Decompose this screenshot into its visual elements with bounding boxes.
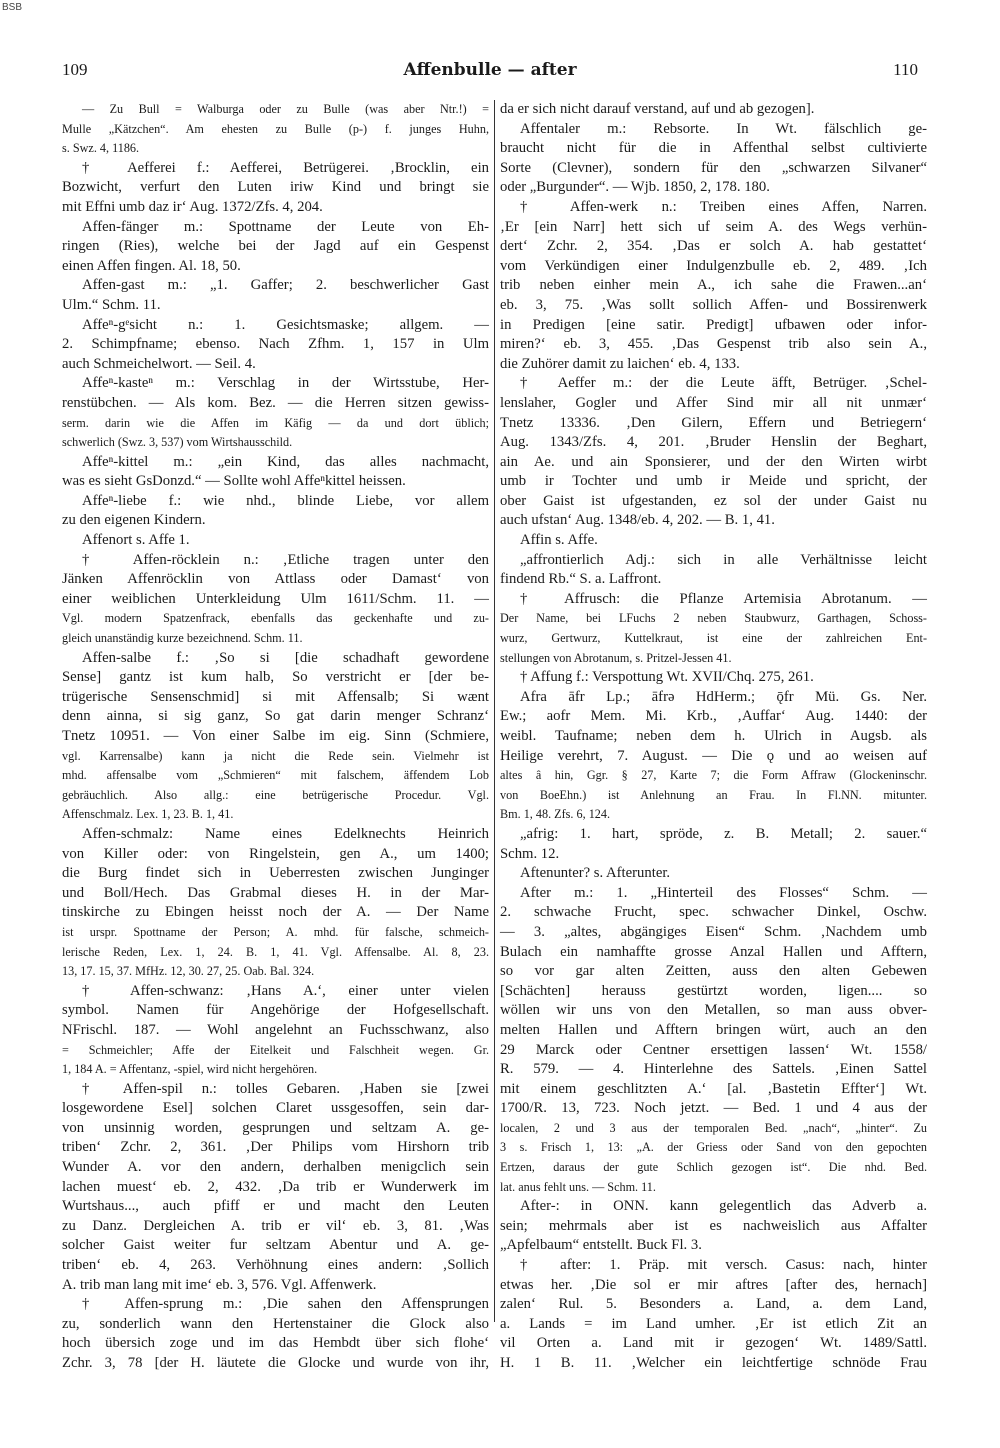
right-column — [500, 100, 927, 1371]
text-line: miren?‘ eb. 3, 455. ‚Das Gespenst trib also sein A., — [500, 336, 927, 353]
text-line: zu Danz. Dergleichen A. trib er vil‘ eb. 3, 81. ‚Was — [62, 1217, 489, 1234]
text-line: eb. 3, 75. ‚Was sollt sollich Affen- und Bossirenwerk — [500, 296, 927, 313]
text-line: mit Effni umb daz ir‘ Aug. 1372/Zfs. 4, 204. — [62, 198, 323, 215]
text-line: vgl. Karrensalbe) kann ja nicht die Rede sein. Vielmehr ist — [62, 748, 489, 763]
text-line: vom Verkündigen einer Indulgenzbulle eb. 2, 489. ‚Ich — [500, 257, 927, 274]
text-line: Bozwicht, verfurt den Luten iriw Kind und bringt sie — [62, 179, 489, 196]
text-line: lerische Reden, Lex. 1, 24. B. 1, 41. Vgl. Affensalbe. Al. 8, 23. — [62, 944, 489, 959]
text-line: in Predigen [eine satir. Predigt] ufbawen oder infor- — [500, 316, 927, 333]
text-line: hoch übersich zoge und im das Hembdt über sich flohe‘ — [62, 1335, 489, 1352]
text-line: — 3. „altes, abgängiges Eisen“ Schm. ‚Nachdem umb — [500, 923, 927, 940]
page-number-left: 109 — [62, 60, 88, 79]
text-line: † Affung f.: Verspottung Wt. XVII/Chq. 275, 261. — [520, 669, 814, 686]
text-line: [Schächten] herauss gestürtzt worden, ligen.... so — [500, 982, 927, 999]
text-line: Afra āfr Lp.; āfrə HdHerm.; ǭfr Mü. Gs. Ner. — [520, 688, 927, 705]
text-line: lat. anus fehlt uns. — Schm. 11. — [500, 1179, 656, 1194]
text-line: findend Rb.“ S. a. Laffront. — [500, 571, 662, 588]
text-line: R. 579. — 4. Hinterlehne des Sattels. ‚Einen Sattel — [500, 1061, 927, 1078]
text-line: Ulm.“ Schm. 11. — [62, 296, 161, 313]
text-line: auch ufstan‘ Aug. 1348/eb. 4, 202. — B. 1, 41. — [500, 512, 775, 529]
text-line: Affin s. Affe. — [520, 532, 598, 549]
text-line: schwerlich (Swz. 3, 537) vom Wirtshausschild. — [62, 435, 293, 450]
text-line: dert‘ Zchr. 2, 354. ‚Das er solch A. hab gestattet‘ — [500, 238, 927, 255]
text-line: Ew.; aofr Mem. Mi. Krb., ‚Auffar‘ Aug. 1440: der — [500, 708, 927, 725]
text-line: etwas her. ‚Die sol er mir aftres [after des, hernach] — [500, 1276, 927, 1293]
text-line: „afrig: 1. hart, spröde, z. B. Metall; 2. sauer.“ — [520, 825, 927, 842]
text-line: † Affen-schwanz: ‚Hans A.‘, einer unter vielen — [82, 982, 489, 999]
text-line: zu den eigenen Kindern. — [62, 512, 206, 529]
text-line: Affeⁿ-liebe f.: wie nhd., blinde Liebe, vor allem — [82, 492, 489, 509]
text-line: weibl. Taufname; neben dem h. Ulrich in Augsb. als — [500, 728, 927, 744]
text-line: zalen‘ Rul. 5. Besonders a. Land, a. dem Land, — [500, 1296, 927, 1313]
text-line: Affeⁿ-gᵉsicht n.: 1. Gesichtsmaske; allgem. — — [82, 316, 489, 333]
text-line: ist urspr. Spottname der Person; A. mhd. für falsche, schmeich- — [62, 924, 489, 939]
text-line: symbol. Namen für Angehörige der Hofgesellschaft. — [62, 1002, 489, 1019]
text-line: Affentaler m.: Rebsorte. In Wt. fälschlich ge- — [520, 120, 927, 137]
text-line: Affeⁿ-kittel m.: „ein Kind, das alles nachmacht, — [82, 453, 489, 470]
text-line: Tnetz 10951. — Von einer Salbe im eig. Sinn (Schmiere, — [62, 728, 489, 744]
text-line: Affen-salbe f.: ‚So si [die schadhaft gewordene — [82, 649, 489, 666]
text-line: Affeⁿ-kasteⁿ m.: Verschlag in der Wirtsstube, Her- — [82, 375, 489, 392]
text-line: ain Ae. und ain Sponsierer, und der den Wirten wirbt — [500, 453, 927, 470]
text-line: Vgl. modern Spatzenfrack, ebenfalls das geckenhafte und zu- — [62, 611, 489, 626]
text-line: ‚Er [ein Narr] hett sich uf seim A. des Wegs verhün- — [500, 218, 927, 235]
text-line: Aug. 1343/Zfs. 4, 201. ‚Bruder Henslin der Beghart, — [500, 434, 927, 451]
text-line: einen Affen fingen. Al. 18, 50. — [62, 257, 241, 274]
text-line: und Boll/Hech. Das Grabmal dieses H. in der Mar- — [62, 884, 489, 901]
text-line: a. Lands = im Land umher. ‚Er ist etlich Zit an — [500, 1315, 927, 1332]
text-line: † Affen-röcklein n.: ‚Etliche tragen unter den — [82, 551, 489, 568]
text-line: wurz, Gertwurz, Kuttelkraut, ist eine der zahlreichen Ent- — [500, 631, 927, 646]
text-line: ringen (Ries), welche bei der Jagd auf ein Gespenst — [62, 238, 489, 255]
text-line: „affrontierlich Adj.: sich in alle Verhältnisse leicht — [520, 551, 927, 568]
text-line: Wunder A. vor den andern, derhalben menigclich sein — [62, 1159, 489, 1176]
text-line: die Burg findet sich in Ueberresten zwischen Junginger — [62, 865, 489, 882]
text-line: triben‘ eb. 4, 263. Verhöhnung eines andern: ‚Sollich — [62, 1257, 489, 1274]
column-divider — [494, 100, 495, 1322]
text-line: Wurtshaus..., auch pfiff er und macht den Leuten — [62, 1198, 489, 1215]
text-line: von unsinnig worden, gesprungen und seltzam A. ge- — [62, 1119, 489, 1136]
text-line: Schm. 12. — [500, 845, 560, 862]
text-line: mhd. affensalbe vom „Schmieren“ mit falschem, äffendem Lob — [62, 768, 489, 783]
text-line: wöllen wir uns von den Metallen, so man auss obver- — [500, 1002, 927, 1019]
text-line: melten Hallen und Afftern bringen würt, auch an den — [500, 1021, 927, 1038]
text-line: Ertzen, daraus der gute Schlich gezogen ist“. Die nhd. Bed. — [500, 1160, 927, 1175]
text-line: A. trib man lang mit ime‘ eb. 3, 576. Vgl. Affenwerk. — [62, 1276, 377, 1293]
text-line: ober Gaist ist ufgestanden, ez sol der under Gaist nu — [500, 492, 927, 509]
text-line: — Zu Bull = Walburga oder zu Bulle (was aber Ntr.!) = — [82, 102, 489, 116]
text-line: Der Name, bei LFuchs 2 neben Staubwurz, Garthagen, Schoss- — [500, 611, 927, 626]
text-line: einer weiblichen Unterkleidung Ulm 1611/Schm. 11. — — [62, 590, 489, 607]
library-stamp: BSB — [2, 2, 23, 13]
text-line: † Aeffer m.: der die Leute äfft, Betrüger. ‚Schel- — [520, 375, 927, 392]
text-line: von Killer oder: von Ringelstein, gen A., um 1400; — [62, 845, 489, 862]
text-line: NFrischl. 187. — Wohl angelehnt an Fuchsschwanz, also — [62, 1021, 489, 1038]
text-line: trib neben einher mein A., ich sahe die Frawen...an‘ — [500, 277, 927, 294]
text-line: † Affen-werk n.: Treiben eines Affen, Narren. — [520, 198, 927, 215]
text-line: After m.: 1. „Hinterteil des Flosses“ Schm. — — [520, 884, 927, 901]
text-line: Sorte (Clevner), sondern für den „schwarzen Silvaner“ — [500, 159, 927, 176]
text-line: Affen-fänger m.: Spottname der Leute von Eh- — [82, 218, 489, 235]
text-line: lachen muest‘ eb. 2, 432. ‚Da trib er Wunderwerk im — [62, 1178, 489, 1195]
text-line: mit einem geschlitzten A.‘ [al. ‚Bastetin Effter‘] Wt. — [500, 1080, 927, 1097]
text-line: serm. darin wie die Affen im Käfig — da und dort üblich; — [62, 415, 489, 430]
text-line: Affen-schmalz: Name eines Edelknechts Heinrich — [82, 825, 489, 842]
text-line: triben‘ Zchr. 2, 361. ‚Der Philips vom Hirshorn trib — [62, 1139, 489, 1156]
text-line: s. Swz. 4, 1186. — [62, 141, 140, 156]
text-line: renstübchen. — Als kom. Bez. — die Herren sitzen gewiss- — [62, 394, 489, 411]
text-line: Affenort s. Affe 1. — [82, 532, 190, 549]
text-line: 2. schwache Frucht, spec. schwacher Dinkel, Oschw. — [500, 904, 927, 921]
text-line: † Affen-sprung m.: ‚Die sahen den Affensprungen — [82, 1296, 489, 1313]
text-line: die Zuhörer damit zu laichen‘ eb. 4, 133. — [500, 355, 740, 372]
text-line: vil Orten a. Land mit ir gezogen‘ Wt. 1489/Sattl. — [500, 1335, 927, 1352]
text-line: Tnetz 13336. ‚Den Gilern, Effern und Betriegern‘ — [500, 414, 927, 431]
text-line: gleich unanständig kurze bezeichnend. Schm. 11. — [62, 631, 303, 646]
page-number-right: 110 — [893, 60, 918, 79]
text-line: von BoeEhn.) ist Anlehnung an Frau. In Fl.NN. mitunter. — [500, 787, 927, 802]
text-line: stellungen von Abrotanum, s. Pritzel-Jessen 41. — [500, 650, 732, 665]
text-line: Aftenunter? s. Afterunter. — [520, 865, 671, 882]
text-line: † after: 1. Präp. mit versch. Casus: nach, hinter — [520, 1257, 927, 1274]
text-line: 1700/R. 13, 723. Noch jetzt. — Bed. 1 und 4 aus der — [500, 1100, 927, 1117]
text-line: zu, sonderlich wann den Hertenstainer die Glock also — [62, 1315, 489, 1332]
text-line: † Affen-spil n.: tolles Gebaren. ‚Haben sie [zwei — [82, 1080, 489, 1097]
text-line: gebräuchlich. Also allg.: eine betrügerische Procedur. Vgl. — [62, 787, 489, 802]
text-line: localen, 2 und 3 aus der temporalen Bed. „nach“, „hinter“. Zu — [500, 1120, 927, 1135]
text-line: Heilige verehrt, 7. August. — Die ǫ und ao weisen auf — [500, 747, 927, 764]
text-line: 13, 17. 15, 37. MfHz. 12, 30. 27, 25. Oab. Bal. 324. — [62, 964, 315, 979]
text-line: 1, 184 A. = Affentanz, -spiel, wird nicht hergehören. — [62, 1062, 318, 1077]
text-line: so vor gar alten Zeitten, auss den alten Gebewen — [500, 963, 927, 980]
text-line: altes â hin, Ggr. § 27, Karte 7; die Form Affraw (Glockeninschr. — [500, 768, 927, 783]
text-line: sein; mehrmals aber ist es nachweislich aus Affalter — [500, 1217, 927, 1234]
left-column — [62, 100, 489, 1371]
text-line: Zchr. 3, 78 [der H. läutete die Glocke und wurde von ihr, — [62, 1355, 489, 1371]
text-line: auch Schmeichelwort. — Seil. 4. — [62, 355, 256, 372]
text-line: Affen-gast m.: „1. Gaffer; 2. beschwerlicher Gast — [82, 277, 489, 294]
page-header — [62, 60, 918, 88]
text-line: da er sich nicht darauf verstand, auf und ab gezogen]. — [500, 101, 815, 117]
text-line: Affenschmalz. Lex. 1, 23. B. 1, 41. — [62, 807, 234, 822]
text-line: trügerische Sensenschmid] si mit Affensalb; Si wænt — [62, 688, 489, 705]
text-line: † Aefferei f.: Aefferei, Betrügerei. ‚Brocklin, ein — [82, 159, 489, 176]
text-line: tinskirche zu Ebingen heisst noch der A. — Der Name — [62, 904, 489, 921]
text-line: braucht nicht für die in Affenthal selbst cultivierte — [500, 140, 927, 157]
text-line: = Schmeichler; Affe der Eitelkeit und Falschheit wegen. Gr. — [62, 1042, 489, 1057]
text-line: H. 1 B. 11. ‚Welcher ein leichtfertige schnöde Frau — [500, 1355, 927, 1371]
text-line: Jänken Affenröcklin von Attlass oder Damast‘ von — [62, 571, 489, 588]
text-line: 3 s. Frisch 1, 13: „A. der Griess oder Sand von den gepochten — [500, 1140, 927, 1155]
running-title: Affenbulle — after — [403, 60, 577, 80]
text-line: „Apfelbaum“ entstellt. Buck Fl. 3. — [500, 1237, 702, 1254]
text-line: Sense] gantz ist kum halb, So verstricht er [der be- — [62, 669, 489, 686]
text-line: † Affrusch: die Pflanze Artemisia Abrotanum. — — [520, 590, 927, 607]
text-line: lenslaher, Gogler und Affer Sind mir all nit unmær‘ — [500, 394, 927, 411]
text-line: losgewordene Esel] solchen Claret ussgesoffen, sein dar- — [62, 1100, 489, 1117]
text-line: umb ir Tochter und umb ir Meide und spricht, der — [500, 473, 927, 490]
text-line: Bulach ein namhaffte grosse Anzal Hallen und Afftern, — [500, 943, 927, 960]
text-line: Mulle „Kätzchen“. Am ehesten zu Bulle (p-) f. junges Huhn, — [62, 121, 489, 136]
text-line: oder „Burgunder“. — Wjb. 1850, 2, 178. 180. — [500, 179, 770, 196]
text-line: After-: in ONN. kann gelegentlich das Adverb a. — [520, 1198, 927, 1215]
text-line: denn ainna, si sig ganz, So gat darin menger Schranz‘ — [62, 708, 489, 725]
text-line: solcher Gaist weiter fur seltzam Abentur und A. ge- — [62, 1237, 489, 1254]
text-line: 29 Marck oder Centner ersettigen lassen‘ Wt. 1558/ — [500, 1041, 927, 1058]
text-line: Bm. 1, 48. Zfs. 6, 124. — [500, 807, 611, 822]
text-line: was es sieht GsDonzd.“ — Sollte wohl Affeⁿkittel heissen. — [62, 473, 406, 490]
text-line: 2. Schimpfname; ebenso. Nach Zfhm. 1, 157 in Ulm — [62, 336, 489, 353]
